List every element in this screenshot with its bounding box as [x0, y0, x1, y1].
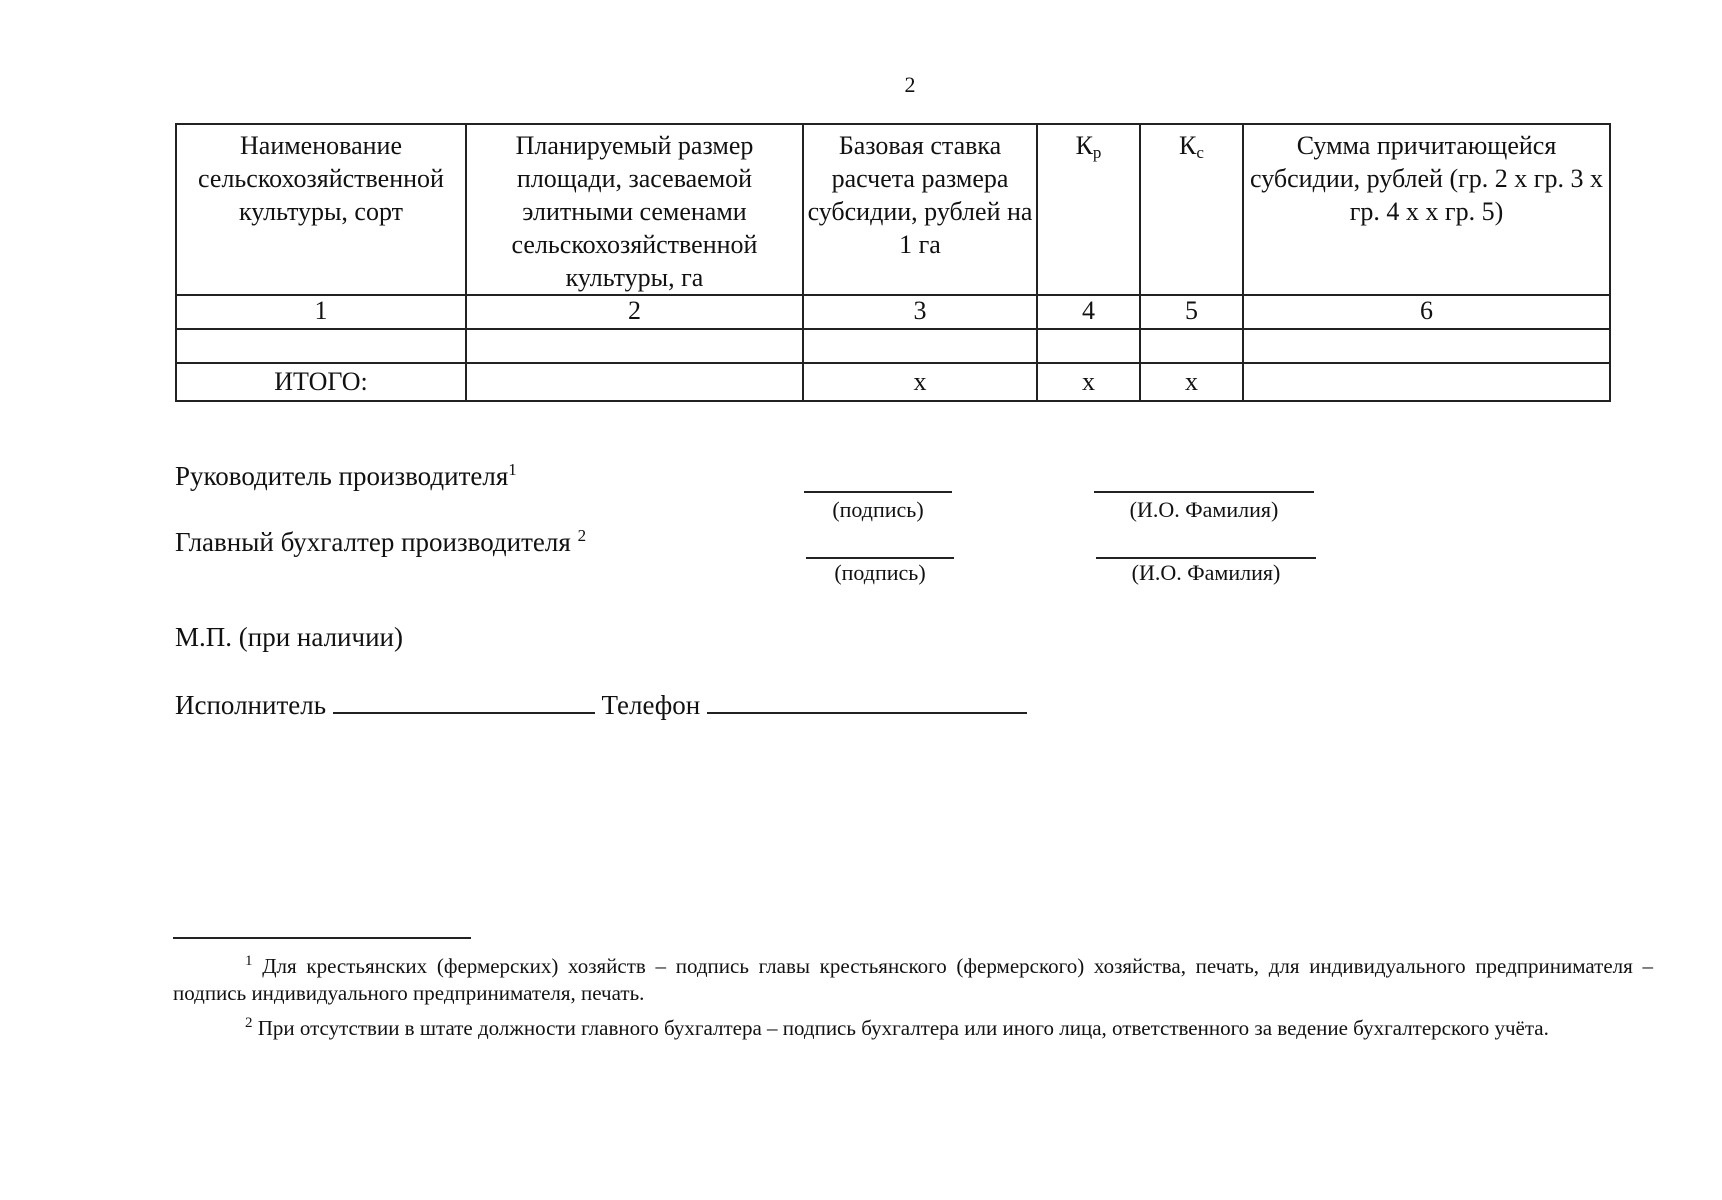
footnote-2 — [173, 1010, 1653, 1042]
table-row — [176, 329, 1610, 363]
footnote-mark-1: 1 — [245, 953, 253, 969]
accountant-signature-caption: (подпись) — [834, 560, 926, 585]
total-kc-cell: х — [1140, 363, 1243, 401]
total-sum-cell[interactable] — [1243, 363, 1610, 401]
head-name-caption: (И.О. Фамилия) — [1129, 497, 1279, 522]
total-row — [176, 363, 1610, 401]
total-rate-cell: х — [803, 363, 1037, 401]
column-number: 6 — [1243, 295, 1610, 329]
column-number: 4 — [1037, 295, 1140, 329]
accountant-signature-line[interactable] — [806, 557, 954, 559]
total-kp-cell: х — [1037, 363, 1140, 401]
footnote-separator — [173, 937, 471, 939]
total-label: ИТОГО: — [176, 363, 466, 401]
head-of-producer-text: Руководитель производителя — [175, 461, 509, 491]
chief-accountant-text: Главный бухгалтер производителя — [175, 527, 571, 557]
header-crop-name: Наименование сельскохозяйственной культуры, сорт — [176, 124, 466, 295]
header-base-rate: Базовая ставка расчета размера субсидии, рублей на 1 га — [803, 124, 1037, 295]
table-cell[interactable] — [1243, 329, 1610, 363]
header-planned-area: Планируемый размер площади, засеваемой элитными семенами сельскохозяйственной культуры, га — [466, 124, 803, 295]
phone-field[interactable] — [707, 688, 1027, 714]
table-header-row — [176, 124, 1610, 295]
footnote-2-text: При отсутствии в штате должности главного бухгалтера – подпись бухгалтера или иного лица, ответственного за ведение бухгалтерского учёта. — [257, 1016, 1549, 1040]
header-subsidy-sum: Сумма причитающейся субсидии, рублей (гр. 2 х гр. 3 х гр. 4 х х гр. 5) — [1243, 124, 1610, 295]
table-cell[interactable] — [466, 329, 803, 363]
column-number: 5 — [1140, 295, 1243, 329]
table-cell[interactable] — [1037, 329, 1140, 363]
header-kc-main: К — [1179, 131, 1197, 160]
header-kc — [1140, 124, 1243, 295]
footnote-1-text: Для крестьянских (фермерских) хозяйств – подпись главы крестьянского (фермерского) хозяйства, печать, для индивидуального предпринимателя – подпись индивидуального предпринимателя, печать. — [173, 954, 1653, 1005]
page-number: 2 — [904, 72, 916, 97]
accountant-name-line[interactable] — [1096, 557, 1316, 559]
header-kc-sub: с — [1196, 143, 1204, 162]
column-number: 1 — [176, 295, 466, 329]
head-signature-line[interactable] — [804, 491, 952, 493]
executor-field[interactable] — [333, 688, 595, 714]
head-of-producer-label — [175, 460, 517, 492]
column-number: 2 — [466, 295, 803, 329]
head-signature-caption: (подпись) — [832, 497, 924, 522]
column-number: 3 — [803, 295, 1037, 329]
footnote-1 — [173, 948, 1653, 1007]
executor-row — [175, 688, 1027, 721]
footnote-ref-2: 2 — [577, 526, 587, 545]
executor-label: Исполнитель — [175, 690, 327, 720]
table-cell[interactable] — [803, 329, 1037, 363]
accountant-name-caption: (И.О. Фамилия) — [1131, 560, 1281, 585]
header-kp-main: К — [1075, 131, 1093, 160]
table-cell[interactable] — [1140, 329, 1243, 363]
header-kp — [1037, 124, 1140, 295]
stamp-place-label: М.П. (при наличии) — [175, 622, 403, 652]
phone-label: Телефон — [601, 690, 701, 720]
footnotes — [173, 948, 1653, 1042]
footnote-mark-2: 2 — [245, 1015, 253, 1031]
footnote-ref-1: 1 — [508, 460, 517, 479]
subsidy-table — [175, 123, 1611, 402]
head-name-line[interactable] — [1094, 491, 1314, 493]
chief-accountant-label — [175, 526, 586, 558]
total-area-cell[interactable] — [466, 363, 803, 401]
header-kp-sub: р — [1092, 143, 1102, 162]
column-number-row — [176, 295, 1610, 329]
table-cell[interactable] — [176, 329, 466, 363]
